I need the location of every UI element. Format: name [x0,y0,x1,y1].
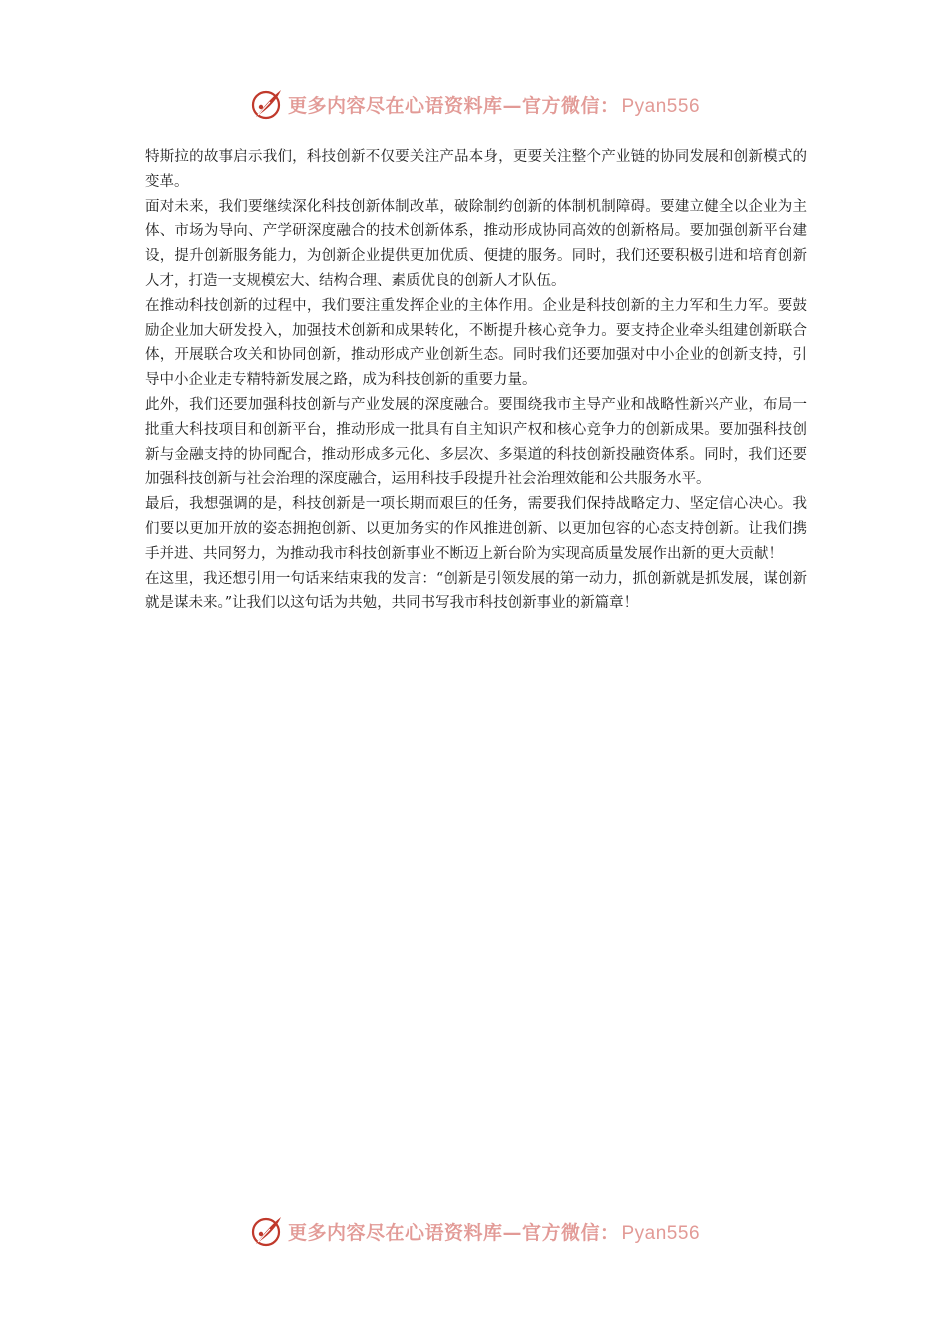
header-watermark [0,84,950,124]
paragraph-2: 面对未来，我们要继续深化科技创新体制改革，破除制约创新的体制机制障碍。要建立健全以企业为主体、市场为导向、产学研深度融合的技术创新体系，推动形成协同高效的创新格局。要加强创新平台建设，提升创新服务能力，为创新企业提供更加优质、便捷的服务。同时，我们还要积极引进和培育创新人才，打造一支规模宏大、结构合理、素质优良的创新人才队伍。 [145,198,807,289]
footer-watermark [0,1211,950,1251]
footer-watermark-cn: 更多内容尽在心语资料库—官方微信： [287,1221,620,1244]
footer-watermark-wechat-id: Pyan556 [621,1222,701,1244]
document-body [145,145,807,616]
paragraph-3: 在推动科技创新的过程中，我们要注重发挥企业的主体作用。企业是科技创新的主力军和生力军。要鼓励企业加大研发投入，加强技术创新和成果转化，不断提升核心竞争力。要支持企业牵头组建创新联合体，开展联合攻关和协同创新，推动形成产业创新生态。同时我们还要加强对中小企业的创新支持，引导中小企业走专精特新发展之路，成为科技创新的重要力量。 [145,297,807,389]
paragraph-1: 特斯拉的故事启示我们，科技创新不仅要关注产品本身，更要关注整个产业链的协同发展和创新模式的变革。 [145,149,807,190]
header-watermark-cn: 更多内容尽在心语资料库—官方微信： [287,94,620,117]
paragraph-6: 在这里，我还想引用一句话来结束我的发言：“创新是引领发展的第一动力，抓创新就是抓发展，谋创新就是谋未来。”让我们以这句话为共勉，共同书写我市科技创新事业的新篇章！ [145,570,807,612]
paragraph-4: 此外，我们还要加强科技创新与产业发展的深度融合。要围绕我市主导产业和战略性新兴产业，布局一批重大科技项目和创新平台，推动形成一批具有自主知识产权和核心竞争力的创新成果。要加强科技创新与金融支持的协同配合，推动形成多元化、多层次、多渠道的科技创新投融资体系。同时，我们还要加强科技创新与社会治理的深度融合，运用科技手段提升社会治理效能和公共服务水平。 [145,396,807,488]
quill-logo-icon [250,87,284,121]
quill-logo-icon [250,1214,284,1248]
header-watermark-wechat-id: Pyan556 [621,95,701,117]
footer-watermark-text [288,1218,700,1245]
paragraph-5: 最后，我想强调的是，科技创新是一项长期而艰巨的任务，需要我们保持战略定力、坚定信心决心。我们要以更加开放的姿态拥抱创新、以更加务实的作风推进创新、以更加包容的心态支持创新。让我们携手并进、共同努力，为推动我市科技创新事业不断迈上新台阶为实现高质量发展作出新的更大贡献！ [145,496,807,562]
header-watermark-text [288,91,700,118]
